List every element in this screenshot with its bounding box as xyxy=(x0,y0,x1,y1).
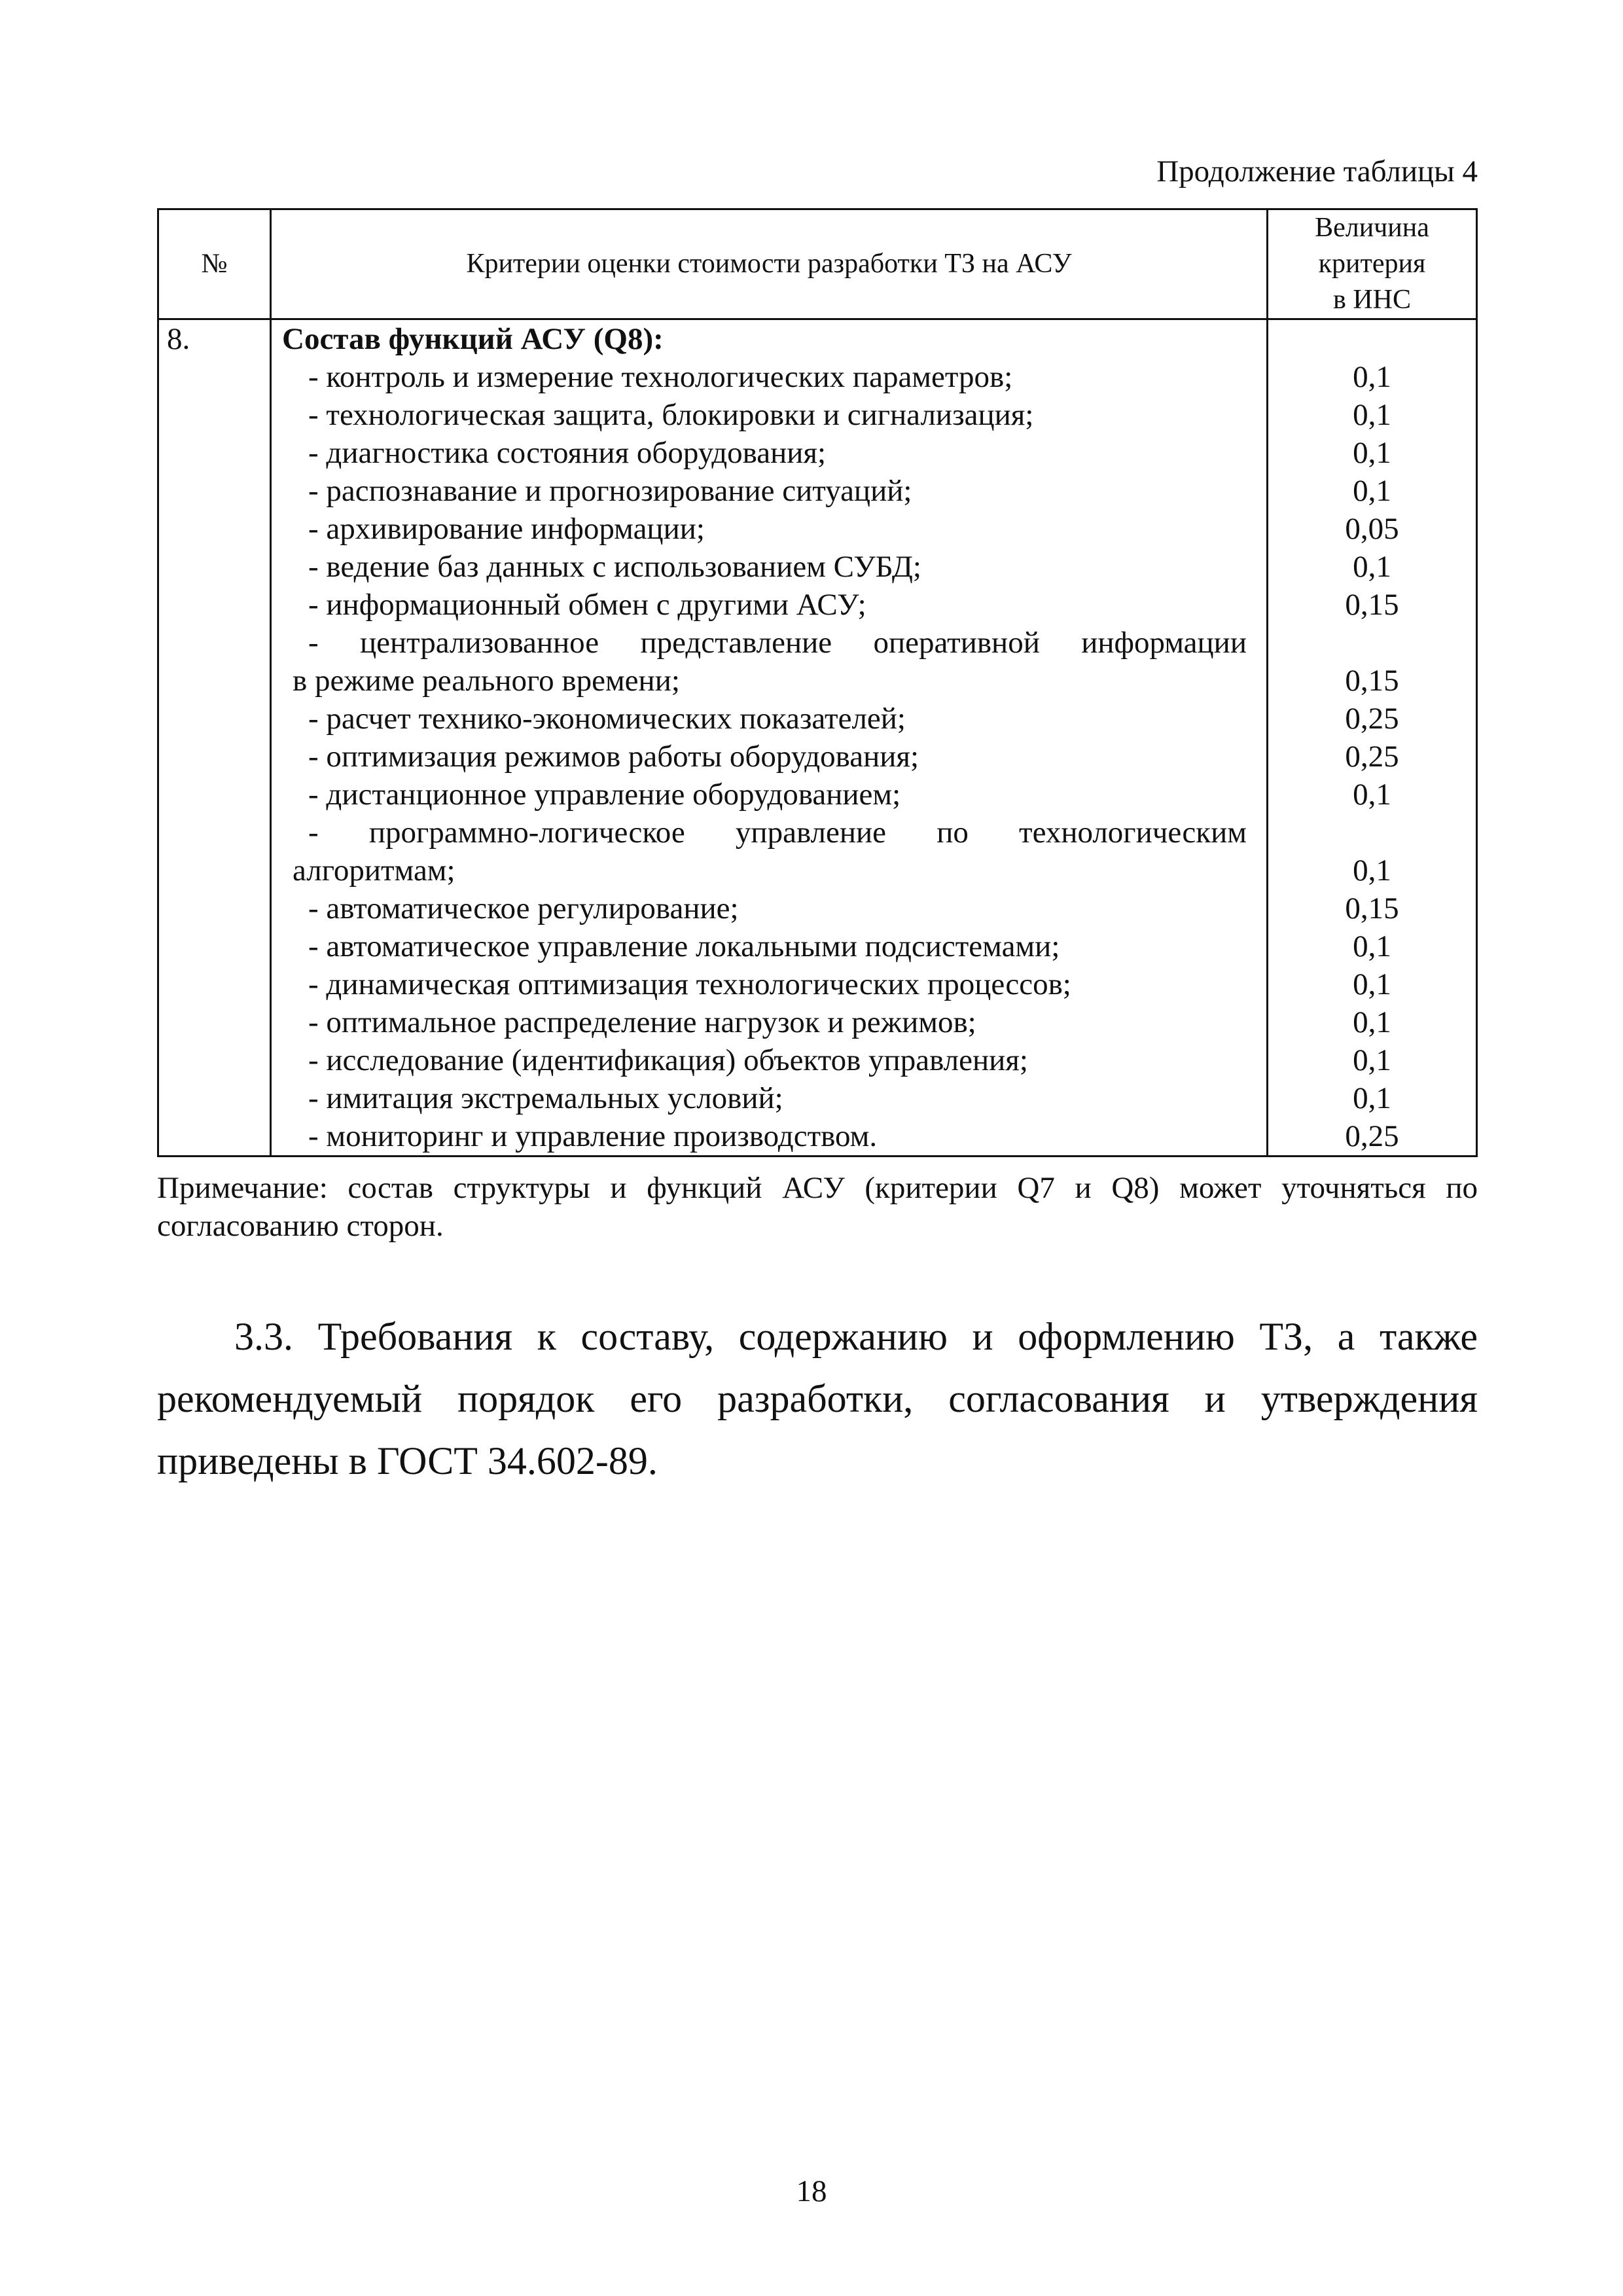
criteria-heading: Состав функций АСУ (Q8): xyxy=(282,322,664,356)
value-spacer xyxy=(1268,624,1476,662)
criteria-value: 0,1 xyxy=(1353,1005,1391,1039)
criteria-item: - мониторинг и управление производством. xyxy=(308,1119,878,1153)
criteria-item: - программно-логическое управление по технологическим xyxy=(308,816,1247,850)
criteria-table xyxy=(157,208,1478,1157)
criteria-item: - автоматическое управление локальными подсистемами; xyxy=(308,929,1060,963)
criteria-item: - распознавание и прогнозирование ситуаций; xyxy=(308,474,912,508)
header-value-line: критерия xyxy=(1318,249,1426,279)
criteria-value: 0,1 xyxy=(1353,398,1391,432)
criteria-value: 0,1 xyxy=(1353,550,1391,584)
criteria-item: в режиме реального времени; xyxy=(293,664,680,698)
criteria-item: - дистанционное управление оборудованием; xyxy=(308,778,901,812)
header-criteria: Критерии оценки стоимости разработки ТЗ на АСУ xyxy=(271,209,1268,319)
page-number: 18 xyxy=(796,2174,827,2208)
criteria-value: 0,1 xyxy=(1353,967,1391,1001)
paragraph-text: 3.3. Требования к составу, содержанию и оформлению ТЗ, а также рекомендуемый порядок его разработки, согласования и утверждения приведены в ГОСТ 34.602-89. xyxy=(157,1315,1478,1482)
value-spacer xyxy=(1268,320,1476,358)
value-cell xyxy=(1268,319,1477,1157)
criteria-value: 0,1 xyxy=(1353,360,1391,394)
criteria-value: 0,1 xyxy=(1353,1043,1391,1077)
criteria-value: 0,1 xyxy=(1353,929,1391,963)
criteria-item: алгоритмам; xyxy=(293,853,455,888)
table-note: Примечание: состав структуры и функций АСУ (критерии Q7 и Q8) может уточняться по согласованию сторон. xyxy=(157,1171,1478,1243)
criteria-value: 0,1 xyxy=(1353,474,1391,508)
criteria-cell xyxy=(271,319,1268,1157)
criteria-value: 0,15 xyxy=(1345,664,1399,698)
criteria-value: 0,1 xyxy=(1353,1081,1391,1115)
criteria-value: 0,05 xyxy=(1345,512,1399,546)
criteria-item: - динамическая оптимизация технологических процессов; xyxy=(308,967,1071,1001)
criteria-item: - расчет технико-экономических показателей; xyxy=(308,702,906,736)
criteria-item: - централизованное представление оперативной информации xyxy=(308,626,1247,660)
criteria-value: 0,15 xyxy=(1345,588,1399,622)
criteria-item: - контроль и измерение технологических параметров; xyxy=(308,360,1013,394)
table-row xyxy=(158,319,1477,1157)
criteria-value: 0,15 xyxy=(1345,891,1399,925)
criteria-item: - диагностика состояния оборудования; xyxy=(308,436,827,470)
header-value xyxy=(1268,209,1477,319)
criteria-value: 0,1 xyxy=(1353,853,1391,888)
criteria-value: 0,1 xyxy=(1353,436,1391,470)
value-spacer xyxy=(1268,814,1476,852)
criteria-item: - технологическая защита, блокировки и сигнализация; xyxy=(308,398,1034,432)
header-value-line: в ИНС xyxy=(1332,285,1411,315)
row-number: 8. xyxy=(158,319,271,1157)
criteria-item: - информационный обмен с другими АСУ; xyxy=(308,588,866,622)
criteria-value: 0,1 xyxy=(1353,778,1391,812)
criteria-value: 0,25 xyxy=(1345,740,1399,774)
table-header-row xyxy=(158,209,1477,319)
criteria-item: - архивирование информации; xyxy=(308,512,705,546)
criteria-item: - оптимизация режимов работы оборудования; xyxy=(308,740,919,774)
body-paragraph xyxy=(157,1306,1478,1492)
header-number: № xyxy=(158,209,271,319)
criteria-value: 0,25 xyxy=(1345,1119,1399,1153)
criteria-item: - автоматическое регулирование; xyxy=(308,891,739,925)
criteria-item: - имитация экстремальных условий; xyxy=(308,1081,783,1115)
table-continuation-label: Продолжение таблицы 4 xyxy=(1156,154,1478,188)
header-value-line: Величина xyxy=(1315,213,1429,243)
criteria-item: - исследование (идентификация) объектов управления; xyxy=(308,1043,1028,1077)
criteria-item: - ведение баз данных с использованием СУБД; xyxy=(308,550,921,584)
criteria-value: 0,25 xyxy=(1345,702,1399,736)
criteria-item: - оптимальное распределение нагрузок и режимов; xyxy=(308,1005,976,1039)
